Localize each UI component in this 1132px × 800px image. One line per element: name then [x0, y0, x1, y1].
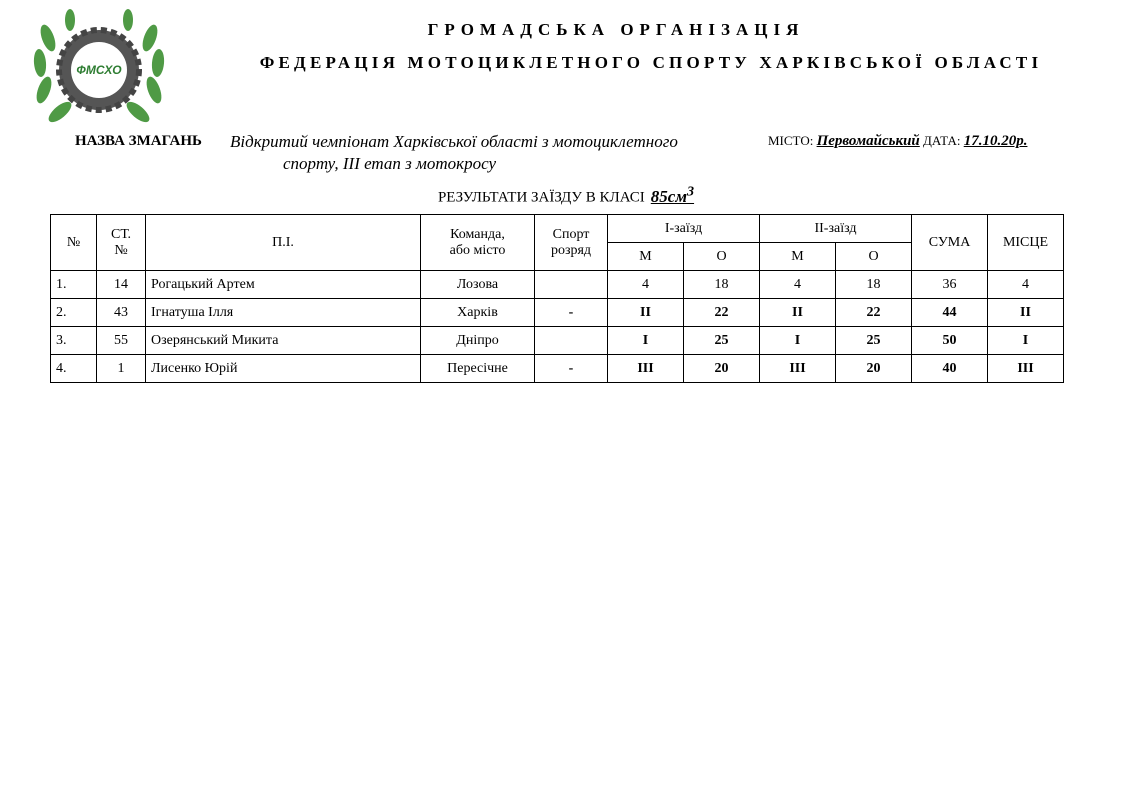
- col-m1: М: [608, 243, 684, 271]
- col-o2: О: [836, 243, 912, 271]
- cell-st: 43: [97, 299, 146, 327]
- col-race1: І-заїзд: [608, 215, 760, 243]
- svg-text:ФМСХО: ФМСХО: [76, 63, 122, 77]
- col-race2: ІІ-заїзд: [760, 215, 912, 243]
- city-label: МІСТО:: [768, 133, 814, 148]
- cell-n: 3.: [51, 327, 97, 355]
- col-place: МІСЦЕ: [988, 215, 1064, 271]
- cell-sum: 50: [912, 327, 988, 355]
- cell-name: Лисенко Юрій: [146, 355, 421, 383]
- cell-rank: -: [535, 355, 608, 383]
- cell-m2: 4: [760, 271, 836, 299]
- cell-o2: 25: [836, 327, 912, 355]
- cell-o2: 20: [836, 355, 912, 383]
- cell-name: Рогацький Артем: [146, 271, 421, 299]
- results-table: [50, 214, 1064, 383]
- col-m2: М: [760, 243, 836, 271]
- cell-o1: 22: [684, 299, 760, 327]
- cell-place: II: [988, 299, 1064, 327]
- cell-o1: 20: [684, 355, 760, 383]
- cell-st: 14: [97, 271, 146, 299]
- cell-st: 55: [97, 327, 146, 355]
- cell-m2: III: [760, 355, 836, 383]
- table-row: [51, 327, 1064, 355]
- cell-m1: II: [608, 299, 684, 327]
- cell-n: 4.: [51, 355, 97, 383]
- city-value: Первомайський: [816, 133, 920, 149]
- cell-o1: 25: [684, 327, 760, 355]
- cell-m1: I: [608, 327, 684, 355]
- col-name: П.І.: [146, 215, 421, 271]
- col-team: Команда, або місто: [421, 215, 535, 271]
- cell-team: Харків: [421, 299, 535, 327]
- cell-rank: [535, 271, 608, 299]
- cell-m2: II: [760, 299, 836, 327]
- city-date: [768, 133, 1027, 150]
- results-label: РЕЗУЛЬТАТИ ЗАЇЗДУ В КЛАСІ: [437, 189, 645, 206]
- cell-rank: -: [535, 299, 608, 327]
- cell-o2: 18: [836, 271, 912, 299]
- cell-st: 1: [97, 355, 146, 383]
- table-row: [51, 299, 1064, 327]
- cell-o2: 22: [836, 299, 912, 327]
- cell-team: Дніпро: [421, 327, 535, 355]
- cell-place: III: [988, 355, 1064, 383]
- col-start: СТ. №: [97, 215, 146, 271]
- cell-m2: I: [760, 327, 836, 355]
- cell-o1: 18: [684, 271, 760, 299]
- table-row: [51, 271, 1064, 299]
- cell-team: Пересічне: [421, 355, 535, 383]
- federation-heading: ФЕДЕРАЦІЯ МОТОЦИКЛЕТНОГО СПОРТУ ХАРКІВСЬКОЇ ОБЛАСТІ: [259, 53, 1043, 72]
- cell-name: Ігнатуша Ілля: [146, 299, 421, 327]
- cell-sum: 40: [912, 355, 988, 383]
- competition-title: [230, 131, 750, 175]
- cell-rank: [535, 327, 608, 355]
- cell-n: 2.: [51, 299, 97, 327]
- cell-m1: 4: [608, 271, 684, 299]
- col-sum: СУМА: [912, 215, 988, 271]
- cell-team: Лозова: [421, 271, 535, 299]
- cell-m1: III: [608, 355, 684, 383]
- title-line-1: Відкритий чемпіонат Харківської області з мотоциклетного: [230, 132, 678, 151]
- cell-sum: 36: [912, 271, 988, 299]
- org-heading: ГРОМАДСЬКА ОРГАНІЗАЦІЯ: [427, 20, 805, 39]
- class-value: $85см^3$: [650, 183, 695, 206]
- col-o1: О: [684, 243, 760, 271]
- cell-n: 1.: [51, 271, 97, 299]
- cell-place: 4: [988, 271, 1064, 299]
- col-rank: Спорт розряд: [535, 215, 608, 271]
- cell-sum: 44: [912, 299, 988, 327]
- date-value: 17.10.20р.: [963, 133, 1028, 149]
- table-row: [51, 355, 1064, 383]
- competition-label: НАЗВА ЗМАГАНЬ: [75, 133, 202, 149]
- cell-place: I: [988, 327, 1064, 355]
- cell-name: Озерянський Микита: [146, 327, 421, 355]
- title-line-2: спорту, ІІІ етап з мотокросу: [283, 154, 497, 173]
- col-num: №: [51, 215, 97, 271]
- results-title: [0, 183, 1132, 207]
- date-label: ДАТА:: [923, 133, 961, 148]
